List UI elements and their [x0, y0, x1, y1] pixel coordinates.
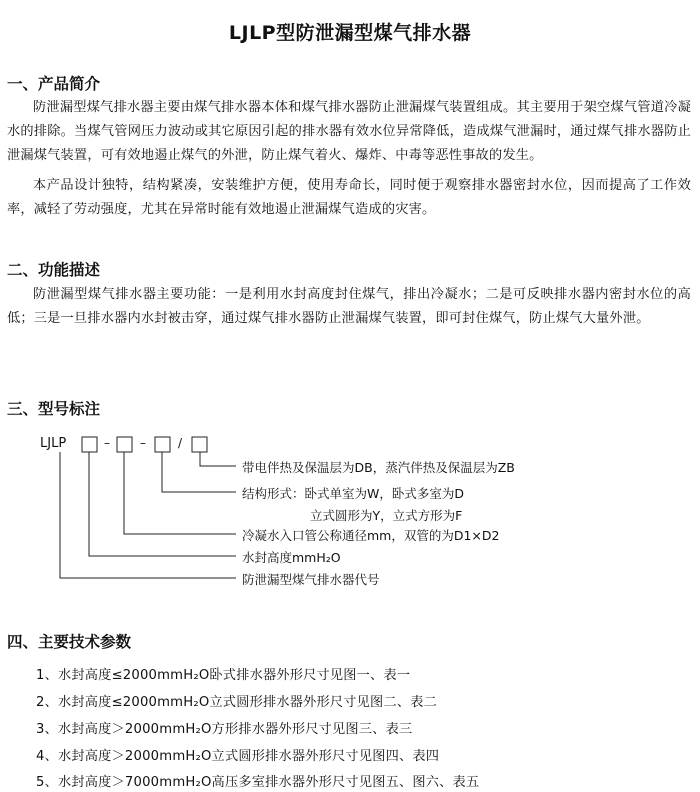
code-box-1	[82, 437, 97, 452]
intro-paragraph-1: 防泄漏型煤气排水器主要由煤气排水器本体和煤气排水器防止泄漏煤气装置组成。其主要用于架空煤气管道冷凝水的排除。当煤气管网压力波动或其它原因引起的排水器有效水位异常降低，造成煤气泄漏时，通过煤气排水器防止泄漏煤气装置，可有效地遏止煤气的外泄，防止煤气着火、爆炸、中毒等恶性事故的发生。	[7, 100, 691, 163]
leader-line-3	[124, 452, 236, 534]
code-box-2	[117, 437, 132, 452]
code-label-inlet-diameter: 冷凝水入口管公称通径mm，双管的为D1×D2	[242, 528, 500, 543]
code-separator-2: –	[140, 436, 146, 450]
leader-line-2	[162, 452, 236, 492]
section-heading-intro: 一、产品简介	[7, 75, 101, 93]
parameter-item-1: 1、水封高度≤2000mmH₂O卧式排水器外形尺寸见图一、表一	[36, 668, 411, 683]
section-heading-model: 三、型号标注	[7, 400, 101, 418]
leader-line-5	[60, 452, 236, 578]
section-heading-parameters: 四、主要技术参数	[7, 633, 132, 651]
code-separator-1: –	[104, 436, 110, 450]
parameter-item-3: 3、水封高度＞2000mmH₂O方形排水器外形尺寸见图三、表三	[36, 722, 413, 737]
model-code-diagram	[0, 428, 700, 598]
function-paragraph: 防泄漏型煤气排水器主要功能：一是利用水封高度封住煤气，排出冷凝水；二是可反映排水器内密封水位的高低；三是一旦排水器内水封被击穿，通过煤气排水器防止泄漏煤气装置，即可封住煤气，防止煤气大量外泄。	[7, 287, 691, 326]
code-box-3	[155, 437, 170, 452]
model-code-prefix: LJLP	[40, 436, 67, 451]
code-separator-3: /	[178, 436, 183, 450]
page-title: LJLP型防泄漏型煤气排水器	[228, 22, 472, 44]
parameter-item-4: 4、水封高度＞2000mmH₂O立式圆形排水器外形尺寸见图四、表四	[36, 749, 440, 764]
intro-paragraph-2: 本产品设计独特，结构紧凑，安装维护方便，使用寿命长，同时便于观察排水器密封水位，因而提高了工作效率，减轻了劳动强度，尤其在异常时能有效地遏止泄漏煤气造成的灾害。	[7, 178, 691, 217]
code-box-4	[192, 437, 207, 452]
parameter-item-5: 5、水封高度＞7000mmH₂O高压多室排水器外形尺寸见图五、图六、表五	[36, 775, 480, 790]
parameter-item-2: 2、水封高度≤2000mmH₂O立式圆形排水器外形尺寸见图二、表二	[36, 695, 437, 710]
code-label-product-code: 防泄漏型煤气排水器代号	[242, 572, 380, 587]
code-label-seal-height: 水封高度mmH₂O	[242, 550, 341, 565]
leader-line-1	[200, 452, 236, 466]
section-heading-function: 二、功能描述	[7, 261, 101, 279]
code-label-structure: 结构形式：卧式单室为W，卧式多室为D	[242, 486, 464, 501]
code-label-heating: 带电伴热及保温层为DB，蒸汽伴热及保温层为ZB	[242, 460, 515, 475]
code-label-structure-vertical: 立式圆形为Y，立式方形为F	[310, 508, 463, 523]
